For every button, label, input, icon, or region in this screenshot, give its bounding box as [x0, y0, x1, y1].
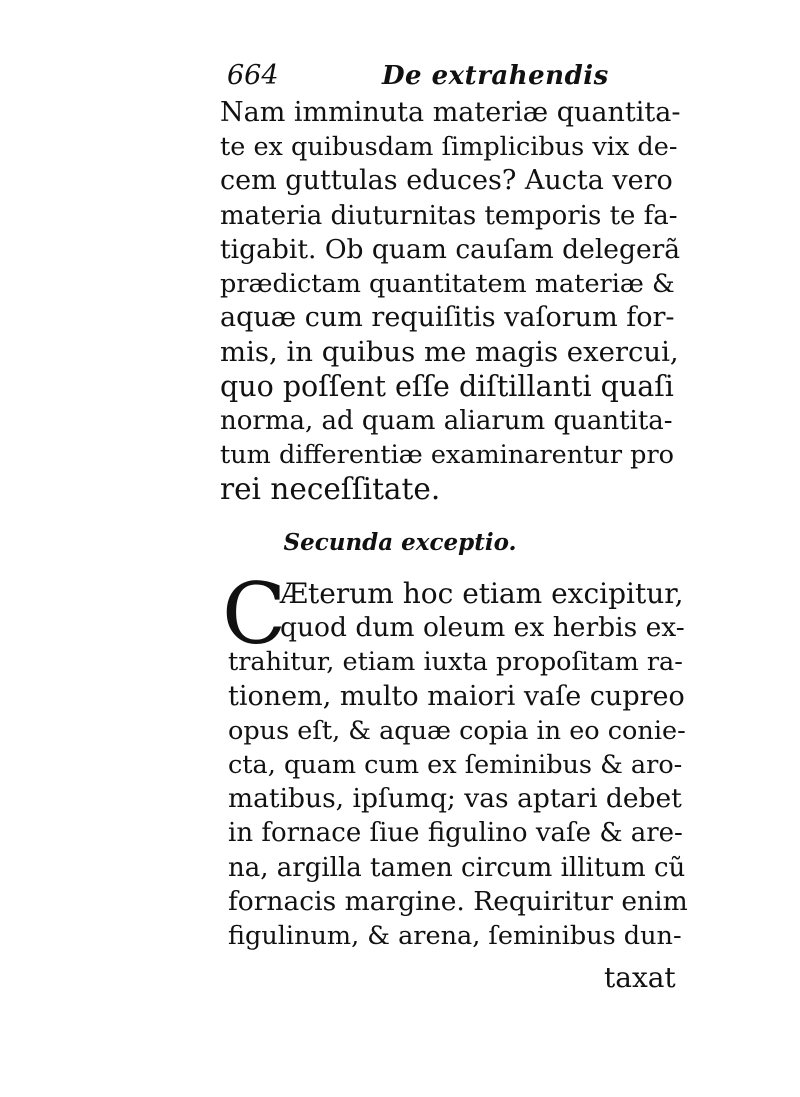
text-line: trahitur, etiam iuxta propoſitam ra-: [228, 647, 683, 678]
text-line: na, argilla tamen circum illitum cũ: [228, 852, 686, 883]
text-line: Nam imminuta materiæ quantita-: [220, 97, 681, 128]
text-line: aquæ cum requiſitis vaſorum for-: [220, 302, 675, 334]
text-line: tigabit. Ob quam cauſam delegerã: [220, 233, 681, 265]
text-line: fornacis margine. Requiritur enim: [228, 885, 688, 917]
text-line: opus eſt, & aquæ copia in eo conie-: [228, 715, 686, 746]
text-line: Æterum hoc etiam excipitur,: [280, 577, 684, 610]
text-line: rei neceſſitate.: [220, 472, 441, 507]
text-line: quo poſſent eſſe diſtillanti quaſi: [220, 369, 674, 403]
running-title: De extrahendis: [382, 61, 609, 91]
text-line: mis, in quibus me magis exercui,: [220, 336, 679, 369]
drop-cap-initial: C: [222, 565, 287, 663]
page-number: 664: [227, 60, 279, 91]
text-line: tum differentiæ examinarentur pro: [220, 440, 674, 471]
text-line: tionem, multo maiori vaſe cupreo: [228, 680, 685, 712]
text-line: cem guttulas educes? Aucta vero: [220, 165, 673, 197]
text-line: te ex quibusdam ſimplicibus vix de-: [220, 132, 678, 163]
catchword: taxat: [604, 961, 676, 994]
text-line: prædictam quantitatem materiæ &: [220, 269, 675, 300]
text-line: in fornace ſiue figulino vaſe & are-: [228, 818, 683, 849]
paragraph-1: [220, 96, 680, 506]
text-line: matibus, ipſumq; vas aptari debet: [228, 783, 682, 815]
paragraph-2: [228, 577, 688, 953]
text-line: cta, quam cum ex ſeminibus & aro-: [228, 750, 683, 781]
text-line: materia diuturnitas temporis te fa-: [220, 200, 678, 231]
text-line: norma, ad quam aliarum quantita-: [220, 405, 673, 436]
page-header: [227, 58, 677, 94]
section-heading: Secunda exceptio.: [283, 529, 517, 556]
text-line: quod dum oleum ex herbis ex-: [280, 612, 685, 644]
text-line: figulinum, & arena, ſeminibus dun-: [228, 921, 682, 952]
